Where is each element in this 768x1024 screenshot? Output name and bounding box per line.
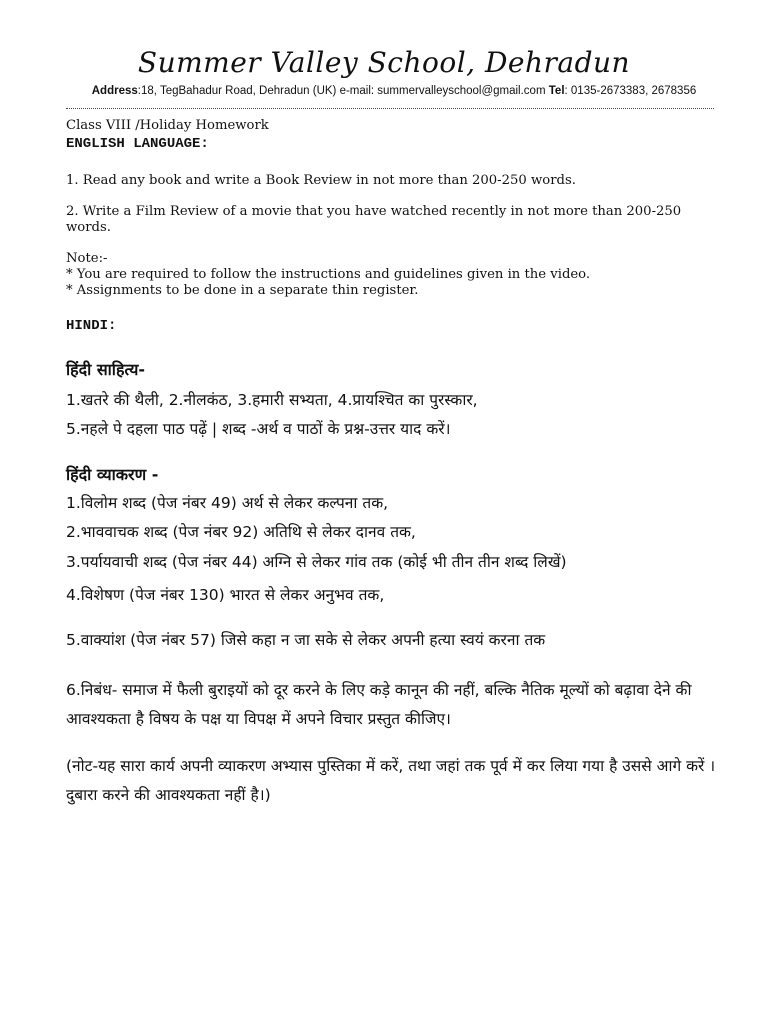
hindi-sahitya-line-2: 5.नहले पे दहला पाठ पढ़ें | शब्द -अर्थ व पाठों के प्रश्न-उत्तर याद करें। [66,420,451,438]
note-label: Note:- [66,251,108,266]
school-address [0,85,768,97]
class-line: Class VIII /Holiday Homework [66,118,269,133]
vyakaran-item-2: 2.भाववाचक शब्द (पेज नंबर 92) अतिथि से लेकर दानव तक, [66,523,416,541]
english-item-2: 2. Write a Film Review of a movie that you have watched recently in not more than 200-250 words. [66,204,682,235]
hindi-note: (नोट-यह सारा कार्य अपनी व्याकरण अभ्यास पुस्तिका में करें, तथा जहां तक पूर्व में कर लिया गया है उससे आगे करें ।दुबारा करने की आवश्यकता नहीं है।) [66,757,716,804]
address-label: Address [91,85,138,97]
hindi-sahitya-line-1: 1.खतरे की थैली, 2.नीलकंठ, 3.हमारी सभ्यता, 4.प्रायश्चित का पुरस्कार, [66,391,478,409]
vyakaran-item-1: 1.विलोम शब्द (पेज नंबर 49) अर्थ से लेकर कल्पना तक, [66,494,389,512]
note-item-2: * Assignments to be done in a separate thin register. [66,283,419,298]
tel-text: : 0135-2673383, 2678356 [564,85,697,97]
english-item-1: 1. Read any book and write a Book Review in not more than 200-250 words. [66,173,576,188]
hindi-heading: HINDI: [66,318,117,334]
tel-label: Tel [548,85,565,97]
address-text: :18, TegBahadur Road, Dehradun (UK) e-mail: summervalleyschool@gmail.com [137,85,546,97]
vyakaran-item-6-essay: 6.निबंध- समाज में फैली बुराइयों को दूर करने के लिए कड़े कानून की नहीं, बल्कि नैतिक मूल्यों को बढ़ावा देने की आवश्यकता है विषय के पक्ष या विपक्ष में अपने विचार प्रस्तुत कीजिए। [66,681,692,728]
vyakaran-item-3: 3.पर्यायवाची शब्द (पेज नंबर 44) अग्नि से लेकर गांव तक (कोई भी तीन तीन शब्द लिखें) [66,553,567,571]
header-divider [66,108,714,109]
hindi-vyakaran-heading: हिंदी व्याकरण - [66,465,159,484]
note-item-1: * You are required to follow the instructions and guidelines given in the video. [66,267,591,282]
hindi-sahitya-heading: हिंदी साहित्य- [66,360,146,379]
english-heading: ENGLISH LANGUAGE: [66,136,209,152]
vyakaran-item-5: 5.वाक्यांश (पेज नंबर 57) जिसे कहा न जा सके से लेकर अपनी हत्या स्वयं करना तक [66,631,546,649]
school-title: Summer Valley School, Dehradun [137,46,631,79]
vyakaran-item-4: 4.विशेषण (पेज नंबर 130) भारत से लेकर अनुभव तक, [66,586,385,604]
